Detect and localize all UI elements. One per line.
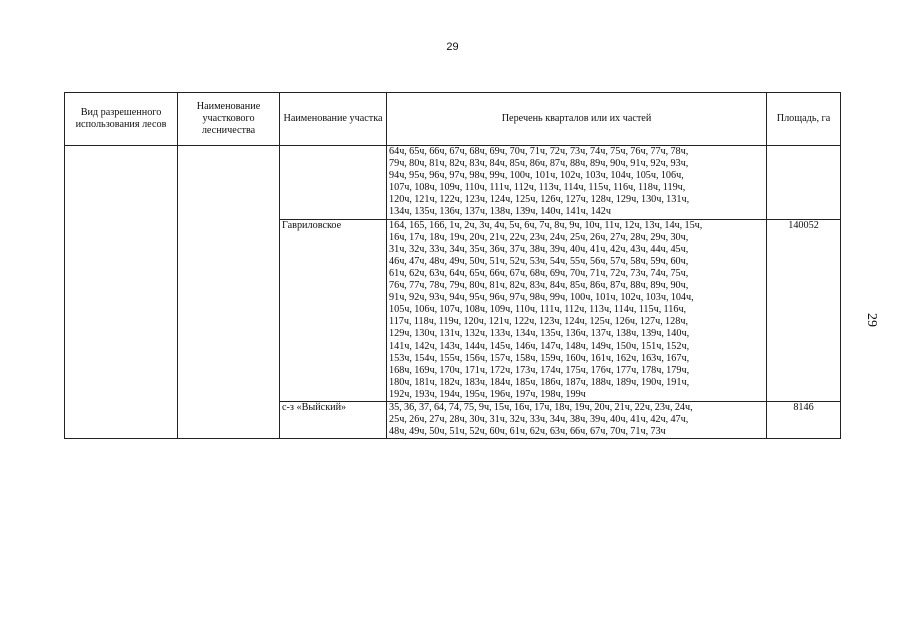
header-quarters: Перечень кварталов или их частей [387,93,767,146]
area-cell: 140052 [767,219,841,401]
header-site: Наименование участка [280,93,387,146]
header-forestry: Наименование участкового лесничества [178,93,280,146]
forestry-cell [178,146,280,439]
table-header-row [65,93,841,146]
area-cell: 8146 [767,401,841,438]
table-row [65,146,841,220]
header-use-type: Вид разрешенного использования лесов [65,93,178,146]
forest-quarters-table [64,92,841,439]
header-area: Площадь, га [767,93,841,146]
site-cell: с-з «Выйский» [280,401,387,438]
site-cell: Гавриловское [280,219,387,401]
quarters-cell: 35, 36, 37, 64, 74, 75, 9ч, 15ч, 16ч, 17ч, 18ч, 19ч, 20ч, 21ч, 22ч, 23ч, 24ч, 25ч, 26ч, 27ч, 28ч, 30ч, 31ч, 32ч, 33ч, 34ч, 38ч, 39ч, 40ч, 41ч, 42ч, 47ч, 48ч, 49ч, 50ч, 51ч, 52ч, 60ч, 61ч, 62ч, 63ч, 66ч, 67ч, 70ч, 71ч, 73ч [387,401,767,438]
area-cell [767,146,841,220]
use-type-cell [65,146,178,439]
quarters-cell: 164, 165, 166, 1ч, 2ч, 3ч, 4ч, 5ч, 6ч, 7ч, 8ч, 9ч, 10ч, 11ч, 12ч, 13ч, 14ч, 15ч, 16ч, 17ч, 18ч, 19ч, 20ч, 21ч, 22ч, 23ч, 24ч, 25ч, 26ч, 27ч, 28ч, 29ч, 30ч, 31ч, 32ч, 33ч, 34ч, 35ч, 36ч, 37ч, 38ч, 39ч, 40ч, 41ч, 42ч, 43ч, 44ч, 45ч, 46ч, 47ч, 48ч, 49ч, 50ч, 51ч, 52ч, 53ч, 54ч, 55ч, 56ч, 57ч, 58ч, 59ч, 60ч, 61ч, 62ч, 63ч, 64ч, 65ч, 66ч, 67ч, 68ч, 69ч, 70ч, 71ч, 72ч, 73ч, 74ч, 75ч, 76ч, 77ч, 78ч, 79ч, 80ч, 81ч, 82ч, 83ч, 84ч, 85ч, 86ч, 87ч, 88ч, 89ч, 90ч, 91ч, 92ч, 93ч, 94ч, 95ч, 96ч, 97ч, 98ч, 99ч, 100ч, 101ч, 102ч, 103ч, 104ч, 105ч, 106ч, 107ч, 108ч, 109ч, 110ч, 111ч, 112ч, 113ч, 114ч, 115ч, 116ч, 117ч, 118ч, 119ч, 120ч, 121ч, 122ч, 123ч, 124ч, 125ч, 126ч, 127ч, 128ч, 129ч, 130ч, 131ч, 132ч, 133ч, 134ч, 135ч, 136ч, 137ч, 138ч, 139ч, 140ч, 141ч, 142ч, 143ч, 144ч, 145ч, 146ч, 147ч, 148ч, 149ч, 150ч, 151ч, 152ч, 153ч, 154ч, 155ч, 156ч, 157ч, 158ч, 159ч, 160ч, 161ч, 162ч, 163ч, 167ч, 168ч, 169ч, 170ч, 171ч, 172ч, 173ч, 174ч, 175ч, 176ч, 177ч, 178ч, 179ч, 180ч, 181ч, 182ч, 183ч, 184ч, 185ч, 186ч, 187ч, 188ч, 189ч, 190ч, 191ч, 192ч, 193ч, 194ч, 195ч, 196ч, 197ч, 198ч, 199ч [387,219,767,401]
page-number-top: 29 [446,41,459,53]
page-number-side: 29 [864,313,879,327]
site-cell [280,146,387,220]
quarters-cell: 64ч, 65ч, 66ч, 67ч, 68ч, 69ч, 70ч, 71ч, 72ч, 73ч, 74ч, 75ч, 76ч, 77ч, 78ч, 79ч, 80ч, 81ч, 82ч, 83ч, 84ч, 85ч, 86ч, 87ч, 88ч, 89ч, 90ч, 91ч, 92ч, 93ч, 94ч, 95ч, 96ч, 97ч, 98ч, 99ч, 100ч, 101ч, 102ч, 103ч, 104ч, 105ч, 106ч, 107ч, 108ч, 109ч, 110ч, 111ч, 112ч, 113ч, 114ч, 115ч, 116ч, 118ч, 119ч, 120ч, 121ч, 122ч, 123ч, 124ч, 125ч, 126ч, 127ч, 128ч, 129ч, 130ч, 131ч, 134ч, 135ч, 136ч, 137ч, 138ч, 139ч, 140ч, 141ч, 142ч [387,146,767,220]
